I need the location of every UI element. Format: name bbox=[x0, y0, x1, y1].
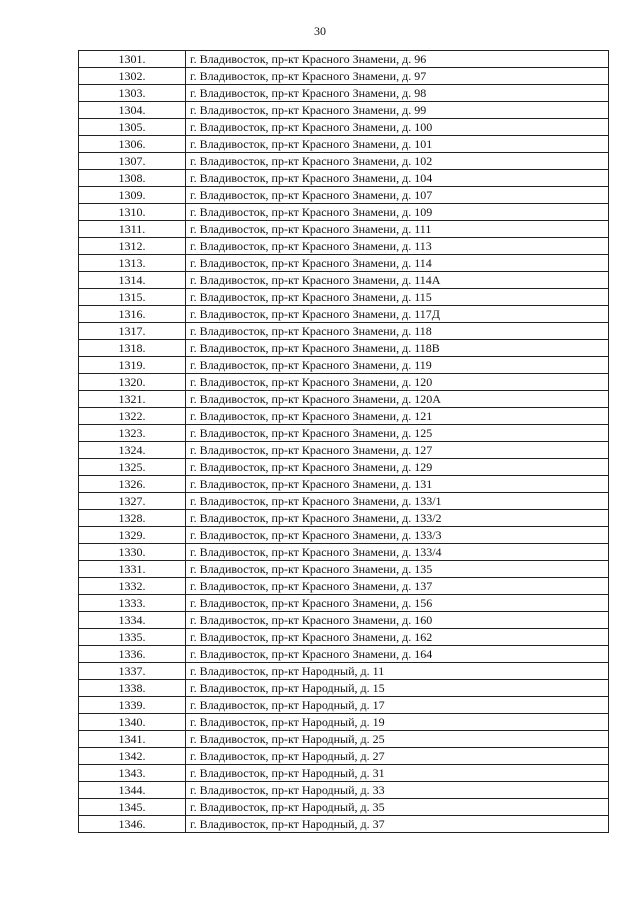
table-row bbox=[79, 629, 609, 646]
row-number-cell: 1331. bbox=[79, 561, 186, 578]
row-number-cell: 1303. bbox=[79, 85, 186, 102]
table-row bbox=[79, 255, 609, 272]
row-number-cell: 1317. bbox=[79, 323, 186, 340]
row-number-cell: 1318. bbox=[79, 340, 186, 357]
address-cell: г. Владивосток, пр-кт Красного Знамени, д. 111 bbox=[186, 221, 609, 238]
table-row bbox=[79, 153, 609, 170]
address-cell: г. Владивосток, пр-кт Красного Знамени, д. 118 bbox=[186, 323, 609, 340]
table-row bbox=[79, 374, 609, 391]
table-row bbox=[79, 663, 609, 680]
row-number-cell: 1335. bbox=[79, 629, 186, 646]
row-number-cell: 1319. bbox=[79, 357, 186, 374]
table-row bbox=[79, 714, 609, 731]
table-row bbox=[79, 697, 609, 714]
table-row bbox=[79, 561, 609, 578]
address-cell: г. Владивосток, пр-кт Красного Знамени, д. 120 bbox=[186, 374, 609, 391]
table-row bbox=[79, 51, 609, 68]
table-row bbox=[79, 612, 609, 629]
row-number-cell: 1327. bbox=[79, 493, 186, 510]
address-cell: г. Владивосток, пр-кт Красного Знамени, д. 133/3 bbox=[186, 527, 609, 544]
address-cell: г. Владивосток, пр-кт Народный, д. 19 bbox=[186, 714, 609, 731]
address-cell: г. Владивосток, пр-кт Красного Знамени, д. 118В bbox=[186, 340, 609, 357]
address-cell: г. Владивосток, пр-кт Красного Знамени, д. 96 bbox=[186, 51, 609, 68]
address-cell: г. Владивосток, пр-кт Красного Знамени, д. 115 bbox=[186, 289, 609, 306]
row-number-cell: 1342. bbox=[79, 748, 186, 765]
table-row bbox=[79, 119, 609, 136]
address-cell: г. Владивосток, пр-кт Красного Знамени, д. 114А bbox=[186, 272, 609, 289]
address-cell: г. Владивосток, пр-кт Красного Знамени, д. 99 bbox=[186, 102, 609, 119]
row-number-cell: 1302. bbox=[79, 68, 186, 85]
table-row bbox=[79, 544, 609, 561]
table-row bbox=[79, 306, 609, 323]
row-number-cell: 1339. bbox=[79, 697, 186, 714]
address-cell: г. Владивосток, пр-кт Красного Знамени, д. 156 bbox=[186, 595, 609, 612]
table-row bbox=[79, 442, 609, 459]
row-number-cell: 1313. bbox=[79, 255, 186, 272]
address-cell: г. Владивосток, пр-кт Красного Знамени, д. 97 bbox=[186, 68, 609, 85]
address-cell: г. Владивосток, пр-кт Красного Знамени, д. 137 bbox=[186, 578, 609, 595]
row-number-cell: 1329. bbox=[79, 527, 186, 544]
row-number-cell: 1308. bbox=[79, 170, 186, 187]
address-cell: г. Владивосток, пр-кт Красного Знамени, д. 164 bbox=[186, 646, 609, 663]
address-cell: г. Владивосток, пр-кт Красного Знамени, д. 119 bbox=[186, 357, 609, 374]
address-cell: г. Владивосток, пр-кт Красного Знамени, д. 100 bbox=[186, 119, 609, 136]
row-number-cell: 1324. bbox=[79, 442, 186, 459]
address-cell: г. Владивосток, пр-кт Народный, д. 25 bbox=[186, 731, 609, 748]
address-cell: г. Владивосток, пр-кт Красного Знамени, д. 120А bbox=[186, 391, 609, 408]
table-row bbox=[79, 289, 609, 306]
table-row bbox=[79, 510, 609, 527]
table-row bbox=[79, 408, 609, 425]
row-number-cell: 1321. bbox=[79, 391, 186, 408]
row-number-cell: 1337. bbox=[79, 663, 186, 680]
row-number-cell: 1343. bbox=[79, 765, 186, 782]
row-number-cell: 1323. bbox=[79, 425, 186, 442]
address-cell: г. Владивосток, пр-кт Красного Знамени, д. 125 bbox=[186, 425, 609, 442]
table-row bbox=[79, 272, 609, 289]
row-number-cell: 1332. bbox=[79, 578, 186, 595]
address-cell: г. Владивосток, пр-кт Красного Знамени, д. 117Д bbox=[186, 306, 609, 323]
table-row bbox=[79, 476, 609, 493]
address-cell: г. Владивосток, пр-кт Красного Знамени, д. 127 bbox=[186, 442, 609, 459]
address-cell: г. Владивосток, пр-кт Народный, д. 11 bbox=[186, 663, 609, 680]
address-cell: г. Владивосток, пр-кт Красного Знамени, д. 162 bbox=[186, 629, 609, 646]
table-row bbox=[79, 765, 609, 782]
address-cell: г. Владивосток, пр-кт Красного Знамени, д. 133/2 bbox=[186, 510, 609, 527]
row-number-cell: 1322. bbox=[79, 408, 186, 425]
row-number-cell: 1301. bbox=[79, 51, 186, 68]
address-cell: г. Владивосток, пр-кт Красного Знамени, д. 114 bbox=[186, 255, 609, 272]
table-row bbox=[79, 136, 609, 153]
table-row bbox=[79, 204, 609, 221]
table-row bbox=[79, 340, 609, 357]
row-number-cell: 1336. bbox=[79, 646, 186, 663]
address-cell: г. Владивосток, пр-кт Красного Знамени, д. 133/4 bbox=[186, 544, 609, 561]
row-number-cell: 1333. bbox=[79, 595, 186, 612]
table-row bbox=[79, 68, 609, 85]
address-cell: г. Владивосток, пр-кт Красного Знамени, д. 104 bbox=[186, 170, 609, 187]
table-row bbox=[79, 782, 609, 799]
table-row bbox=[79, 646, 609, 663]
table-row bbox=[79, 459, 609, 476]
address-cell: г. Владивосток, пр-кт Красного Знамени, д. 135 bbox=[186, 561, 609, 578]
address-cell: г. Владивосток, пр-кт Народный, д. 35 bbox=[186, 799, 609, 816]
page-number: 30 bbox=[314, 24, 326, 38]
table-row bbox=[79, 102, 609, 119]
address-cell: г. Владивосток, пр-кт Народный, д. 33 bbox=[186, 782, 609, 799]
row-number-cell: 1341. bbox=[79, 731, 186, 748]
row-number-cell: 1320. bbox=[79, 374, 186, 391]
address-cell: г. Владивосток, пр-кт Народный, д. 15 bbox=[186, 680, 609, 697]
row-number-cell: 1309. bbox=[79, 187, 186, 204]
row-number-cell: 1346. bbox=[79, 816, 186, 833]
row-number-cell: 1326. bbox=[79, 476, 186, 493]
address-cell: г. Владивосток, пр-кт Красного Знамени, д. 133/1 bbox=[186, 493, 609, 510]
address-cell: г. Владивосток, пр-кт Красного Знамени, д. 121 bbox=[186, 408, 609, 425]
address-cell: г. Владивосток, пр-кт Народный, д. 37 bbox=[186, 816, 609, 833]
address-cell: г. Владивосток, пр-кт Красного Знамени, д. 102 bbox=[186, 153, 609, 170]
row-number-cell: 1315. bbox=[79, 289, 186, 306]
row-number-cell: 1316. bbox=[79, 306, 186, 323]
table-row bbox=[79, 85, 609, 102]
table-row bbox=[79, 357, 609, 374]
row-number-cell: 1304. bbox=[79, 102, 186, 119]
row-number-cell: 1338. bbox=[79, 680, 186, 697]
table-row bbox=[79, 238, 609, 255]
table-row bbox=[79, 221, 609, 238]
address-cell: г. Владивосток, пр-кт Красного Знамени, д. 160 bbox=[186, 612, 609, 629]
table-row bbox=[79, 731, 609, 748]
table-row bbox=[79, 170, 609, 187]
row-number-cell: 1305. bbox=[79, 119, 186, 136]
table-row bbox=[79, 799, 609, 816]
address-cell: г. Владивосток, пр-кт Народный, д. 17 bbox=[186, 697, 609, 714]
address-cell: г. Владивосток, пр-кт Красного Знамени, д. 131 bbox=[186, 476, 609, 493]
table-row bbox=[79, 493, 609, 510]
row-number-cell: 1307. bbox=[79, 153, 186, 170]
table-row bbox=[79, 425, 609, 442]
address-cell: г. Владивосток, пр-кт Красного Знамени, д. 101 bbox=[186, 136, 609, 153]
row-number-cell: 1345. bbox=[79, 799, 186, 816]
row-number-cell: 1344. bbox=[79, 782, 186, 799]
table-row bbox=[79, 187, 609, 204]
address-cell: г. Владивосток, пр-кт Красного Знамени, д. 98 bbox=[186, 85, 609, 102]
address-table bbox=[78, 50, 609, 833]
address-cell: г. Владивосток, пр-кт Народный, д. 27 bbox=[186, 748, 609, 765]
address-cell: г. Владивосток, пр-кт Красного Знамени, д. 109 bbox=[186, 204, 609, 221]
row-number-cell: 1328. bbox=[79, 510, 186, 527]
table-row bbox=[79, 578, 609, 595]
table-row bbox=[79, 816, 609, 833]
table-row bbox=[79, 680, 609, 697]
table-row bbox=[79, 323, 609, 340]
row-number-cell: 1311. bbox=[79, 221, 186, 238]
row-number-cell: 1330. bbox=[79, 544, 186, 561]
table-row bbox=[79, 748, 609, 765]
row-number-cell: 1306. bbox=[79, 136, 186, 153]
address-cell: г. Владивосток, пр-кт Красного Знамени, д. 107 bbox=[186, 187, 609, 204]
address-cell: г. Владивосток, пр-кт Красного Знамени, д. 129 bbox=[186, 459, 609, 476]
row-number-cell: 1340. bbox=[79, 714, 186, 731]
address-table-body bbox=[79, 51, 609, 833]
address-cell: г. Владивосток, пр-кт Народный, д. 31 bbox=[186, 765, 609, 782]
table-row bbox=[79, 391, 609, 408]
table-row bbox=[79, 527, 609, 544]
table-row bbox=[79, 595, 609, 612]
row-number-cell: 1314. bbox=[79, 272, 186, 289]
row-number-cell: 1334. bbox=[79, 612, 186, 629]
row-number-cell: 1325. bbox=[79, 459, 186, 476]
row-number-cell: 1312. bbox=[79, 238, 186, 255]
address-cell: г. Владивосток, пр-кт Красного Знамени, д. 113 bbox=[186, 238, 609, 255]
row-number-cell: 1310. bbox=[79, 204, 186, 221]
